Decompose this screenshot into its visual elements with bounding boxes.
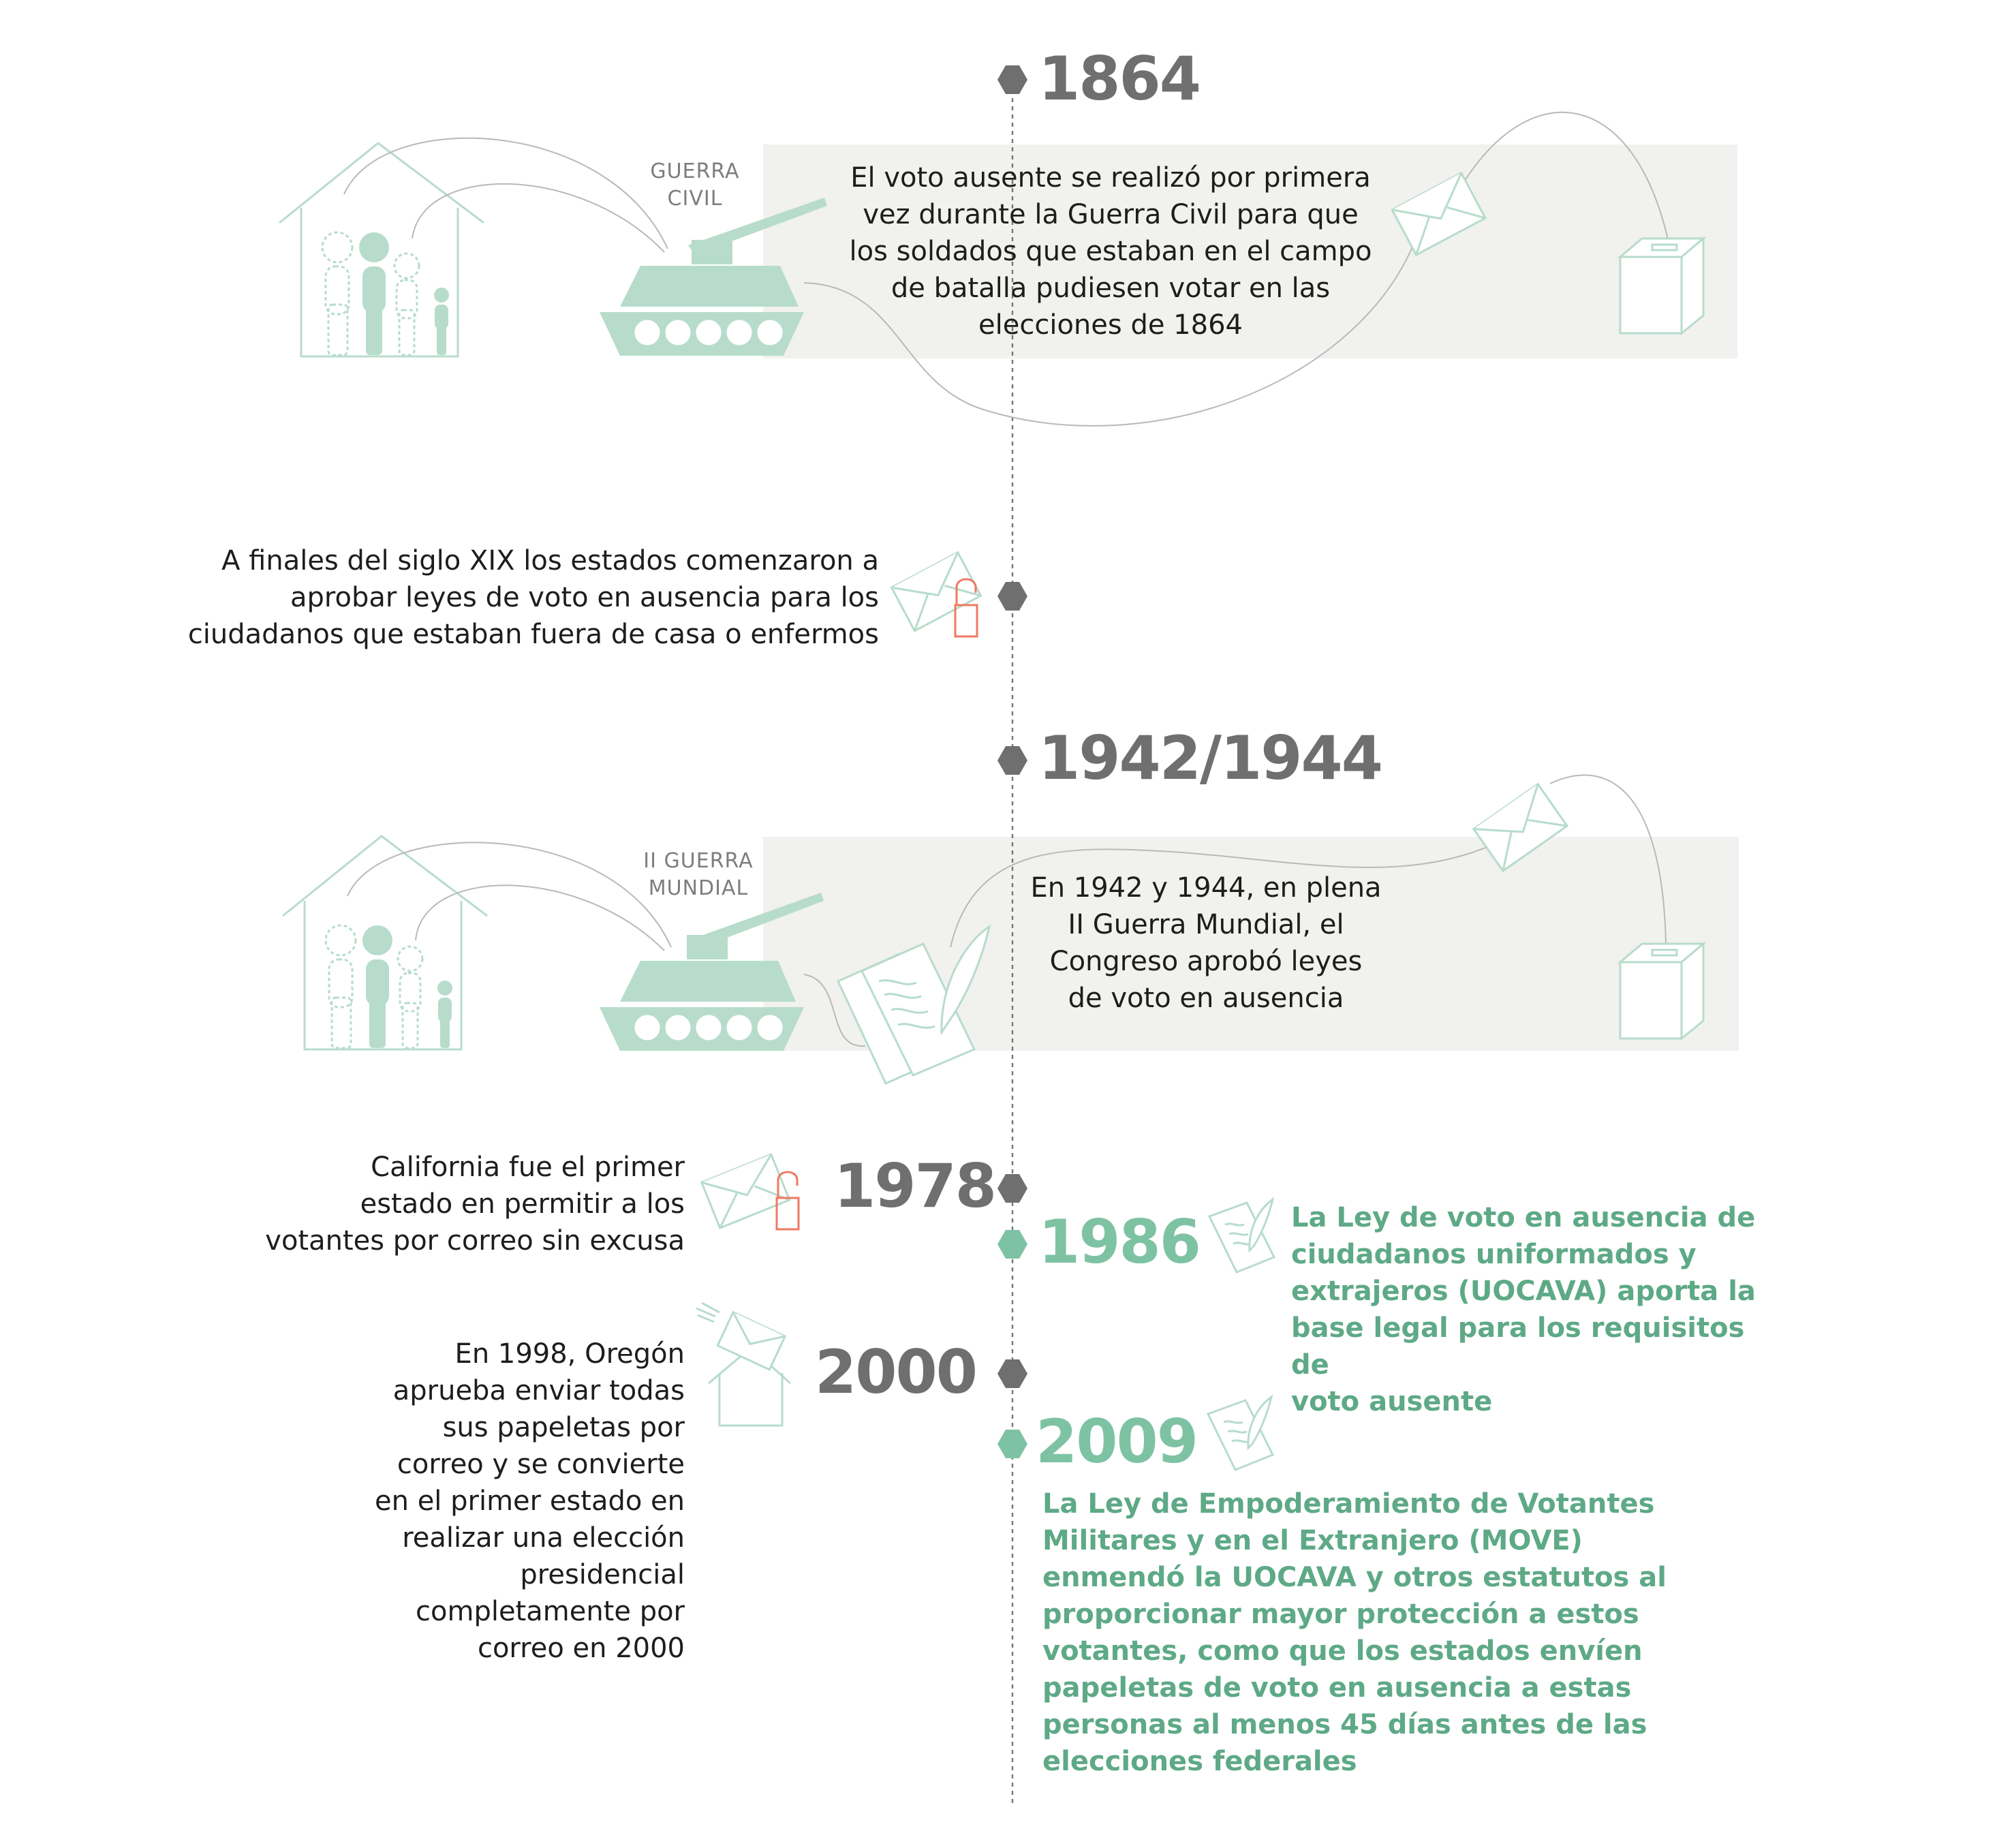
year-1864: 1864 bbox=[1038, 44, 1200, 114]
year-2009: 2009 bbox=[1036, 1406, 1197, 1477]
text-1942-line: Congreso aprobó leyes bbox=[1049, 946, 1363, 977]
text-1864-line: vez durante la Guerra Civil para que bbox=[863, 199, 1359, 230]
text-2009-line: proporcionar mayor protección a estos bbox=[1042, 1599, 1639, 1630]
text-1986 bbox=[1291, 1199, 1782, 1420]
text-1986-line: extrajeros (UOCAVA) aporta la bbox=[1291, 1276, 1756, 1307]
text-2009 bbox=[1042, 1485, 1683, 1780]
text-1978 bbox=[204, 1149, 685, 1259]
text-2009-line: papeletas de voto en ausencia a estas bbox=[1042, 1672, 1632, 1704]
text-2009-line: La Ley de Empoderamiento de Votantes bbox=[1042, 1488, 1655, 1520]
label-guerra-civil-line2: CIVIL bbox=[667, 187, 723, 211]
text-1942-line: de voto en ausencia bbox=[1068, 983, 1344, 1014]
text-1864-line: los soldados que estaban en el campo bbox=[849, 236, 1372, 267]
text-1986-line: voto ausente bbox=[1291, 1386, 1493, 1417]
label-ii-guerra-mundial-line1: II GUERRA bbox=[643, 849, 754, 873]
year-1942-1944: 1942/1944 bbox=[1038, 723, 1382, 793]
text-2000-line: sus papeletas por bbox=[442, 1412, 685, 1443]
text-1800s-line: ciudadanos que estaban fuera de casa o enfermos bbox=[187, 619, 879, 650]
text-2009-line: elecciones federales bbox=[1042, 1746, 1357, 1777]
house-icon bbox=[695, 1302, 804, 1431]
text-1986-line: La Ley de voto en ausencia de bbox=[1291, 1202, 1756, 1233]
year-2000: 2000 bbox=[815, 1337, 976, 1407]
padlock-icon bbox=[773, 1165, 804, 1233]
text-2009-line: enmendó la UOCAVA y otros estatutos al bbox=[1042, 1562, 1667, 1593]
text-2000-line: correo en 2000 bbox=[477, 1633, 685, 1664]
text-1864-line: El voto ausente se realizó por primera bbox=[850, 162, 1371, 194]
text-2000 bbox=[273, 1336, 685, 1667]
text-2000-line: realizar una elección bbox=[402, 1522, 685, 1554]
text-2009-line: Militares y en el Extranjero (MOVE) bbox=[1042, 1525, 1583, 1556]
document-quill-icon bbox=[1205, 1393, 1280, 1475]
text-2000-line: En 1998, Oregón bbox=[454, 1338, 685, 1370]
text-1864-line: elecciones de 1864 bbox=[978, 309, 1243, 341]
document-quill-icon bbox=[831, 920, 1002, 1097]
text-2000-line: en el primer estado en bbox=[375, 1485, 685, 1517]
text-2009-line: votantes, como que los estados envíen bbox=[1042, 1635, 1643, 1667]
text-1986-line: base legal para los requisitos de bbox=[1291, 1312, 1745, 1381]
text-2000-line: presidencial bbox=[520, 1559, 685, 1590]
text-1800s-line: A finales del siglo XIX los estados comenzaron a bbox=[221, 545, 879, 576]
text-1978-line: California fue el primer bbox=[371, 1152, 685, 1183]
text-2000-line: correo y se convierte bbox=[397, 1449, 685, 1480]
year-1986: 1986 bbox=[1038, 1207, 1200, 1277]
text-1800s-line: aprobar leyes de voto en ausencia para los bbox=[290, 582, 879, 613]
text-1864-line: de batalla pudiesen votar en las bbox=[891, 273, 1331, 304]
text-2009-line: personas al menos 45 días antes de las bbox=[1042, 1709, 1647, 1740]
document-quill-icon bbox=[1206, 1196, 1281, 1278]
ballot-box-icon bbox=[1615, 940, 1710, 1043]
year-1978: 1978 bbox=[834, 1151, 995, 1221]
text-1978-line: votantes por correo sin excusa bbox=[265, 1225, 685, 1257]
text-2000-line: completamente por bbox=[416, 1596, 685, 1627]
text-1978-line: estado en permitir a los bbox=[360, 1188, 685, 1220]
label-guerra-civil-line1: GUERRA bbox=[650, 159, 740, 183]
label-ii-guerra-mundial-line2: MUNDIAL bbox=[648, 876, 749, 900]
text-1942-line: En 1942 y 1944, en plena bbox=[1030, 872, 1382, 904]
text-2000-line: aprueba enviar todas bbox=[392, 1375, 685, 1406]
envelope-icon bbox=[1472, 784, 1574, 872]
text-1942-line: II Guerra Mundial, el bbox=[1068, 909, 1344, 940]
text-1986-line: ciudadanos uniformados y bbox=[1291, 1239, 1697, 1270]
